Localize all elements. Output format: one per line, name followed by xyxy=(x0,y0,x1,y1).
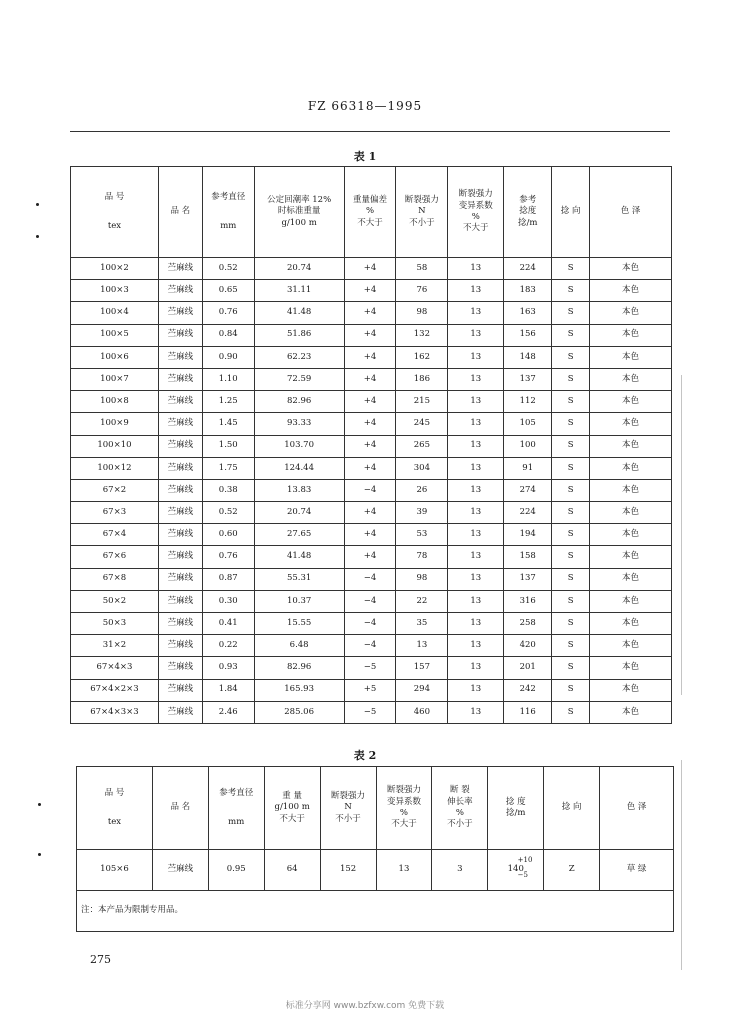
cell-code: 105×6 xyxy=(77,850,153,891)
header-weight: 公定回潮率 12% 时标准重量 g/100 m xyxy=(254,167,344,258)
cell-cv: 13 xyxy=(448,524,504,546)
cell-weight-deviation: −4 xyxy=(344,635,396,657)
cell-diameter: 0.52 xyxy=(202,502,254,524)
cell-direction: Z xyxy=(544,850,600,891)
cell-name: 苎麻线 xyxy=(152,850,208,891)
cell-cv: 13 xyxy=(448,413,504,435)
cell-direction: S xyxy=(552,324,590,346)
cell-cv: 13 xyxy=(448,346,504,368)
cell-name: 苎麻线 xyxy=(158,546,202,568)
header-elongation: 断 裂 伸长率 % 不小于 xyxy=(432,767,488,850)
cell-cv: 13 xyxy=(448,479,504,501)
cell-weight-deviation: −4 xyxy=(344,613,396,635)
cell-strength: 157 xyxy=(396,657,448,679)
cell-strength: 215 xyxy=(396,391,448,413)
cell-name: 苎麻线 xyxy=(158,502,202,524)
cell-weight-deviation: +4 xyxy=(344,413,396,435)
cell-strength: 39 xyxy=(396,502,448,524)
cell-cv: 13 xyxy=(448,435,504,457)
cell-weight: 124.44 xyxy=(254,457,344,479)
cell-diameter: 0.76 xyxy=(202,546,254,568)
cell-weight-deviation: +4 xyxy=(344,280,396,302)
cell-color: 本色 xyxy=(590,524,672,546)
cell-name: 苎麻线 xyxy=(158,302,202,324)
cell-weight: 93.33 xyxy=(254,413,344,435)
cell-code: 67×4×3×3 xyxy=(71,701,159,723)
cell-cv: 13 xyxy=(448,368,504,390)
cell-code: 100×8 xyxy=(71,391,159,413)
cell-name: 苎麻线 xyxy=(158,258,202,280)
cell-color: 本色 xyxy=(590,457,672,479)
cell-name: 苎麻线 xyxy=(158,479,202,501)
table-row xyxy=(71,546,672,568)
cell-cv: 13 xyxy=(448,657,504,679)
cell-twist: 194 xyxy=(504,524,552,546)
table-row xyxy=(71,435,672,457)
table-row xyxy=(71,391,672,413)
cell-cv: 13 xyxy=(448,280,504,302)
cell-name: 苎麻线 xyxy=(158,324,202,346)
cell-weight-deviation: −4 xyxy=(344,590,396,612)
cell-weight-deviation: +4 xyxy=(344,435,396,457)
cell-cv: 13 xyxy=(448,502,504,524)
table-row xyxy=(71,346,672,368)
cell-diameter: 0.87 xyxy=(202,568,254,590)
twist-base: 140 xyxy=(507,864,524,875)
cell-code: 31×2 xyxy=(71,635,159,657)
table2 xyxy=(76,766,674,932)
table-row xyxy=(71,679,672,701)
scan-edge xyxy=(681,375,682,695)
scan-edge xyxy=(681,760,682,970)
cell-direction: S xyxy=(552,568,590,590)
cell-twist: 420 xyxy=(504,635,552,657)
cell-twist: 105 xyxy=(504,413,552,435)
header-strength: 断裂强力 N 不小于 xyxy=(320,767,376,850)
cell-strength: 22 xyxy=(396,590,448,612)
cell-direction: S xyxy=(552,546,590,568)
cell-name: 苎麻线 xyxy=(158,280,202,302)
cell-cv: 13 xyxy=(448,635,504,657)
cell-diameter: 0.41 xyxy=(202,613,254,635)
cell-code: 67×4×2×3 xyxy=(71,679,159,701)
cell-twist: 163 xyxy=(504,302,552,324)
cell-name: 苎麻线 xyxy=(158,346,202,368)
table-row xyxy=(71,324,672,346)
cell-name: 苎麻线 xyxy=(158,590,202,612)
header-name: 品 名 xyxy=(158,167,202,258)
cell-name: 苎麻线 xyxy=(158,368,202,390)
table-row xyxy=(71,413,672,435)
table-note-row xyxy=(77,891,674,932)
header-cv: 断裂强力 变异系数 % 不大于 xyxy=(448,167,504,258)
cell-diameter: 0.93 xyxy=(202,657,254,679)
cell-color: 本色 xyxy=(590,346,672,368)
cell-direction: S xyxy=(552,679,590,701)
cell-twist: 224 xyxy=(504,258,552,280)
cell-cv: 13 xyxy=(448,679,504,701)
header-rule xyxy=(70,131,670,132)
twist-minus: −5 xyxy=(517,871,528,880)
cell-cv: 13 xyxy=(448,302,504,324)
cell-weight: 13.83 xyxy=(254,479,344,501)
cell-direction: S xyxy=(552,524,590,546)
table-row xyxy=(71,524,672,546)
cell-diameter: 1.75 xyxy=(202,457,254,479)
cell-code: 100×4 xyxy=(71,302,159,324)
cell-name: 苎麻线 xyxy=(158,568,202,590)
cell-twist: 137 xyxy=(504,568,552,590)
cell-cv: 13 xyxy=(448,701,504,723)
cell-cv: 13 xyxy=(448,391,504,413)
cell-name: 苎麻线 xyxy=(158,435,202,457)
cell-direction: S xyxy=(552,590,590,612)
cell-strength: 26 xyxy=(396,479,448,501)
cell-strength: 132 xyxy=(396,324,448,346)
table2-caption: 表 2 xyxy=(353,749,377,762)
cell-twist: 274 xyxy=(504,479,552,501)
cell-name: 苎麻线 xyxy=(158,391,202,413)
cell-twist: 183 xyxy=(504,280,552,302)
header-diameter: 参考直径 mm xyxy=(208,767,264,850)
cell-direction: S xyxy=(552,657,590,679)
table1-caption: 表 1 xyxy=(353,150,377,163)
cell-strength: 98 xyxy=(396,302,448,324)
cell-direction: S xyxy=(552,502,590,524)
cell-name: 苎麻线 xyxy=(158,657,202,679)
cell-diameter: 0.95 xyxy=(208,850,264,891)
header-diameter: 参考直径 mm xyxy=(202,167,254,258)
table-row xyxy=(71,302,672,324)
table-row xyxy=(77,850,674,891)
cell-twist: 91 xyxy=(504,457,552,479)
cell-code: 100×7 xyxy=(71,368,159,390)
cell-diameter: 0.52 xyxy=(202,258,254,280)
cell-direction: S xyxy=(552,413,590,435)
cell-color: 本色 xyxy=(590,258,672,280)
scan-speck xyxy=(36,235,39,238)
cell-twist: 158 xyxy=(504,546,552,568)
cell-name: 苎麻线 xyxy=(158,701,202,723)
table-row xyxy=(71,657,672,679)
cell-color: 本色 xyxy=(590,368,672,390)
header-cv: 断裂强力 变异系数 % 不大于 xyxy=(376,767,432,850)
cell-weight-deviation: +5 xyxy=(344,679,396,701)
cell-weight-deviation: +4 xyxy=(344,302,396,324)
cell-name: 苎麻线 xyxy=(158,524,202,546)
cell-strength: 265 xyxy=(396,435,448,457)
cell-strength: 294 xyxy=(396,679,448,701)
cell-weight-deviation: −5 xyxy=(344,701,396,723)
cell-cv: 13 xyxy=(448,590,504,612)
cell-code: 67×4 xyxy=(71,524,159,546)
scan-speck xyxy=(38,803,41,806)
cell-strength: 35 xyxy=(396,613,448,635)
cell-color: 本色 xyxy=(590,635,672,657)
cell-weight: 27.65 xyxy=(254,524,344,546)
cell-diameter: 2.46 xyxy=(202,701,254,723)
cell-weight: 62.23 xyxy=(254,346,344,368)
cell-direction: S xyxy=(552,280,590,302)
cell-color: 本色 xyxy=(590,546,672,568)
cell-direction: S xyxy=(552,302,590,324)
cell-diameter: 1.45 xyxy=(202,413,254,435)
header-name: 品 名 xyxy=(152,767,208,850)
cell-twist: 242 xyxy=(504,679,552,701)
header-weight: 重 量 g/100 m 不大于 xyxy=(264,767,320,850)
table-row xyxy=(71,502,672,524)
cell-weight: 10.37 xyxy=(254,590,344,612)
cell-code: 100×5 xyxy=(71,324,159,346)
cell-strength: 152 xyxy=(320,850,376,891)
table-note: 注：本产品为限制专用品。 xyxy=(77,891,674,932)
cell-direction: S xyxy=(552,368,590,390)
cell-color: 本色 xyxy=(590,590,672,612)
cell-color: 本色 xyxy=(590,502,672,524)
cell-weight: 72.59 xyxy=(254,368,344,390)
table-row xyxy=(71,635,672,657)
cell-weight-deviation: −5 xyxy=(344,657,396,679)
cell-twist: 116 xyxy=(504,701,552,723)
table2-header-row xyxy=(77,767,674,850)
header-twist: 捻 度 捻/m xyxy=(488,767,544,850)
cell-color: 本色 xyxy=(590,657,672,679)
cell-code: 100×10 xyxy=(71,435,159,457)
cell-cv: 13 xyxy=(448,546,504,568)
cell-weight: 55.31 xyxy=(254,568,344,590)
cell-weight-deviation: −4 xyxy=(344,568,396,590)
cell-name: 苎麻线 xyxy=(158,679,202,701)
cell-weight: 31.11 xyxy=(254,280,344,302)
cell-strength: 245 xyxy=(396,413,448,435)
cell-strength: 76 xyxy=(396,280,448,302)
cell-weight-deviation: +4 xyxy=(344,258,396,280)
cell-weight-deviation: +4 xyxy=(344,391,396,413)
cell-code: 100×2 xyxy=(71,258,159,280)
cell-code: 50×2 xyxy=(71,590,159,612)
table-row xyxy=(71,280,672,302)
header-strength: 断裂强力 N 不小于 xyxy=(396,167,448,258)
cell-weight-deviation: +4 xyxy=(344,524,396,546)
cell-twist: 137 xyxy=(504,368,552,390)
cell-code: 100×3 xyxy=(71,280,159,302)
table-row xyxy=(71,258,672,280)
cell-weight-deviation: +4 xyxy=(344,457,396,479)
cell-diameter: 1.25 xyxy=(202,391,254,413)
cell-name: 苎麻线 xyxy=(158,635,202,657)
cell-diameter: 0.76 xyxy=(202,302,254,324)
table-row xyxy=(71,590,672,612)
cell-code: 50×3 xyxy=(71,613,159,635)
footer-watermark: 标准分享网 www.bzfxw.com 免费下载 xyxy=(285,1001,445,1011)
cell-strength: 460 xyxy=(396,701,448,723)
cell-strength: 58 xyxy=(396,258,448,280)
cell-weight: 64 xyxy=(264,850,320,891)
cell-diameter: 0.90 xyxy=(202,346,254,368)
header-direction: 捻 向 xyxy=(552,167,590,258)
table1 xyxy=(70,166,672,724)
cell-direction: S xyxy=(552,479,590,501)
cell-weight: 6.48 xyxy=(254,635,344,657)
cell-elongation: 3 xyxy=(432,850,488,891)
twist-plus: +10 xyxy=(517,856,533,865)
cell-twist: 201 xyxy=(504,657,552,679)
cell-weight-deviation: +4 xyxy=(344,546,396,568)
cell-direction: S xyxy=(552,435,590,457)
standard-code: FZ 66318—1995 xyxy=(307,99,423,113)
cell-diameter: 0.84 xyxy=(202,324,254,346)
cell-twist xyxy=(488,850,544,891)
cell-code: 67×4×3 xyxy=(71,657,159,679)
cell-color: 本色 xyxy=(590,435,672,457)
cell-strength: 53 xyxy=(396,524,448,546)
cell-cv: 13 xyxy=(448,258,504,280)
cell-color: 本色 xyxy=(590,324,672,346)
cell-name: 苎麻线 xyxy=(158,457,202,479)
cell-strength: 98 xyxy=(396,568,448,590)
cell-color: 本色 xyxy=(590,613,672,635)
cell-strength: 162 xyxy=(396,346,448,368)
cell-diameter: 0.22 xyxy=(202,635,254,657)
cell-color: 本色 xyxy=(590,391,672,413)
cell-direction: S xyxy=(552,346,590,368)
cell-weight: 20.74 xyxy=(254,502,344,524)
cell-direction: S xyxy=(552,457,590,479)
cell-weight: 103.70 xyxy=(254,435,344,457)
cell-cv: 13 xyxy=(448,324,504,346)
cell-code: 67×6 xyxy=(71,546,159,568)
cell-strength: 186 xyxy=(396,368,448,390)
cell-weight: 20.74 xyxy=(254,258,344,280)
cell-diameter: 0.30 xyxy=(202,590,254,612)
header-color: 色 泽 xyxy=(600,767,674,850)
header-twist: 参考 捻度 捻/m xyxy=(504,167,552,258)
table-row xyxy=(71,368,672,390)
cell-twist: 224 xyxy=(504,502,552,524)
cell-color: 本色 xyxy=(590,679,672,701)
cell-weight-deviation: +4 xyxy=(344,502,396,524)
scan-speck xyxy=(36,203,39,206)
table-row xyxy=(71,613,672,635)
table-row xyxy=(71,479,672,501)
cell-weight: 15.55 xyxy=(254,613,344,635)
cell-twist: 156 xyxy=(504,324,552,346)
cell-direction: S xyxy=(552,701,590,723)
header-direction: 捻 向 xyxy=(544,767,600,850)
cell-direction: S xyxy=(552,391,590,413)
cell-color: 本色 xyxy=(590,302,672,324)
header-weight-deviation: 重量偏差 % 不大于 xyxy=(344,167,396,258)
cell-twist: 100 xyxy=(504,435,552,457)
cell-name: 苎麻线 xyxy=(158,613,202,635)
cell-diameter: 1.10 xyxy=(202,368,254,390)
cell-strength: 13 xyxy=(396,635,448,657)
table-row xyxy=(71,568,672,590)
cell-twist: 258 xyxy=(504,613,552,635)
cell-code: 67×8 xyxy=(71,568,159,590)
table1-header-row xyxy=(71,167,672,258)
cell-color: 本色 xyxy=(590,568,672,590)
scan-speck xyxy=(38,853,41,856)
cell-diameter: 1.50 xyxy=(202,435,254,457)
cell-weight: 41.48 xyxy=(254,302,344,324)
cell-direction: S xyxy=(552,635,590,657)
header-color: 色 泽 xyxy=(590,167,672,258)
cell-cv: 13 xyxy=(376,850,432,891)
cell-direction: S xyxy=(552,258,590,280)
cell-code: 67×2 xyxy=(71,479,159,501)
cell-weight-deviation: +4 xyxy=(344,324,396,346)
cell-color: 本色 xyxy=(590,280,672,302)
page-number: 275 xyxy=(90,953,111,966)
cell-twist: 148 xyxy=(504,346,552,368)
cell-color: 本色 xyxy=(590,479,672,501)
cell-weight: 82.96 xyxy=(254,657,344,679)
cell-diameter: 0.38 xyxy=(202,479,254,501)
table-row xyxy=(71,457,672,479)
header-code: 品 号 tex xyxy=(71,167,159,258)
cell-weight-deviation: −4 xyxy=(344,479,396,501)
cell-cv: 13 xyxy=(448,613,504,635)
cell-cv: 13 xyxy=(448,568,504,590)
header-code: 品 号 tex xyxy=(77,767,153,850)
cell-weight: 285.06 xyxy=(254,701,344,723)
cell-cv: 13 xyxy=(448,457,504,479)
cell-twist: 316 xyxy=(504,590,552,612)
cell-diameter: 0.65 xyxy=(202,280,254,302)
cell-weight: 165.93 xyxy=(254,679,344,701)
cell-weight: 41.48 xyxy=(254,546,344,568)
cell-color: 草 绿 xyxy=(600,850,674,891)
cell-strength: 78 xyxy=(396,546,448,568)
cell-name: 苎麻线 xyxy=(158,413,202,435)
cell-strength: 304 xyxy=(396,457,448,479)
cell-twist: 112 xyxy=(504,391,552,413)
cell-weight-deviation: +4 xyxy=(344,368,396,390)
cell-color: 本色 xyxy=(590,701,672,723)
cell-weight-deviation: +4 xyxy=(344,346,396,368)
cell-code: 67×3 xyxy=(71,502,159,524)
cell-direction: S xyxy=(552,613,590,635)
cell-weight: 51.86 xyxy=(254,324,344,346)
cell-diameter: 1.84 xyxy=(202,679,254,701)
cell-diameter: 0.60 xyxy=(202,524,254,546)
table-row xyxy=(71,701,672,723)
cell-weight: 82.96 xyxy=(254,391,344,413)
cell-color: 本色 xyxy=(590,413,672,435)
cell-code: 100×6 xyxy=(71,346,159,368)
cell-code: 100×9 xyxy=(71,413,159,435)
cell-code: 100×12 xyxy=(71,457,159,479)
